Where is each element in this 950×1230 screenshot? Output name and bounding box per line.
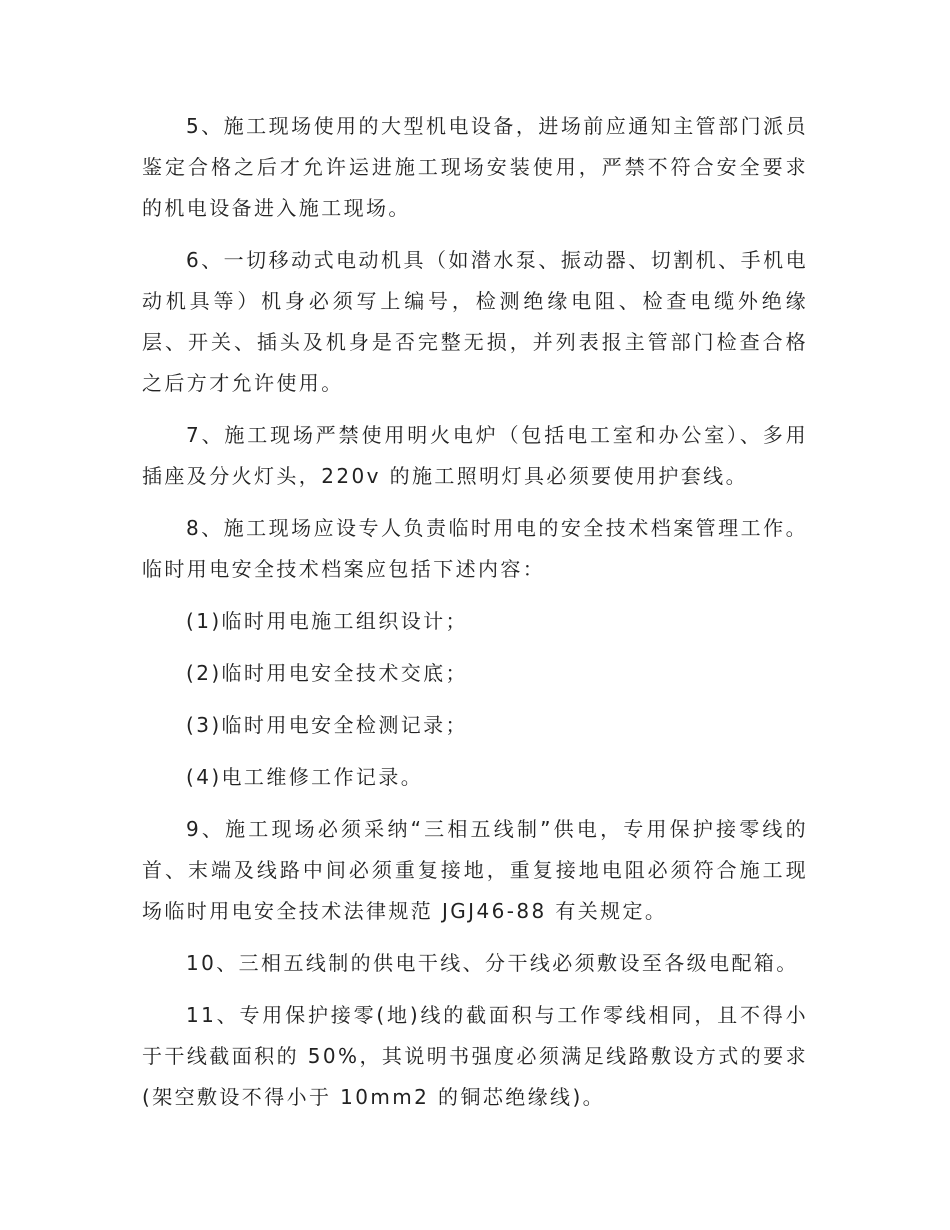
- paragraph-8: 8、施工现场应设专人负责临时用电的安全技术档案管理工作。临时用电安全技术档案应包括下述内容：: [142, 516, 808, 581]
- list-item-2: (2)临时用电安全技术交底；: [186, 661, 468, 685]
- paragraph-10: 10、三相五线制的供电干线、分干线必须敷设至各级电配箱。: [186, 951, 799, 975]
- paragraph-9: 9、施工现场必须采纳“三相五线制”供电，专用保护接零线的首、末端及线路中间必须重复接地，重复接地电阻必须符合施工现场临时用电安全技术法律规范 JGJ46-88 有关规定。: [142, 817, 808, 923]
- paragraph-6: 6、一切移动式电动机具（如潜水泵、振动器、切割机、手机电动机具等）机身必须写上编号，检测绝缘电阻、检查电缆外绝缘层、开关、插头及机身是否完整无损，并列表报主管部门检查合格之后方才允许使用。: [142, 248, 808, 395]
- paragraph-5: 5、施工现场使用的大型机电设备，进场前应通知主管部门派员鉴定合格之后才允许运进施工现场安装使用，严禁不符合安全要求的机电设备进入施工现场。: [142, 114, 808, 220]
- paragraph-11: 11、专用保护接零(地)线的截面积与工作零线相同，且不得小于干线截面积的 50%，其说明书强度必须满足线路敷设方式的要求(架空敷设不得小于 10mm2 的铜芯绝缘线)。: [142, 1003, 808, 1109]
- list-item-1: (1)临时用电施工组织设计；: [186, 609, 468, 633]
- paragraph-7: 7、施工现场严禁使用明火电炉（包括电工室和办公室）、多用插座及分火灯头，220v 的施工照明灯具必须要使用护套线。: [142, 423, 808, 488]
- list-item-4: (4)电工维修工作记录。: [186, 765, 424, 789]
- list-item-3: (3)临时用电安全检测记录；: [186, 713, 468, 737]
- document-body: [142, 106, 808, 1118]
